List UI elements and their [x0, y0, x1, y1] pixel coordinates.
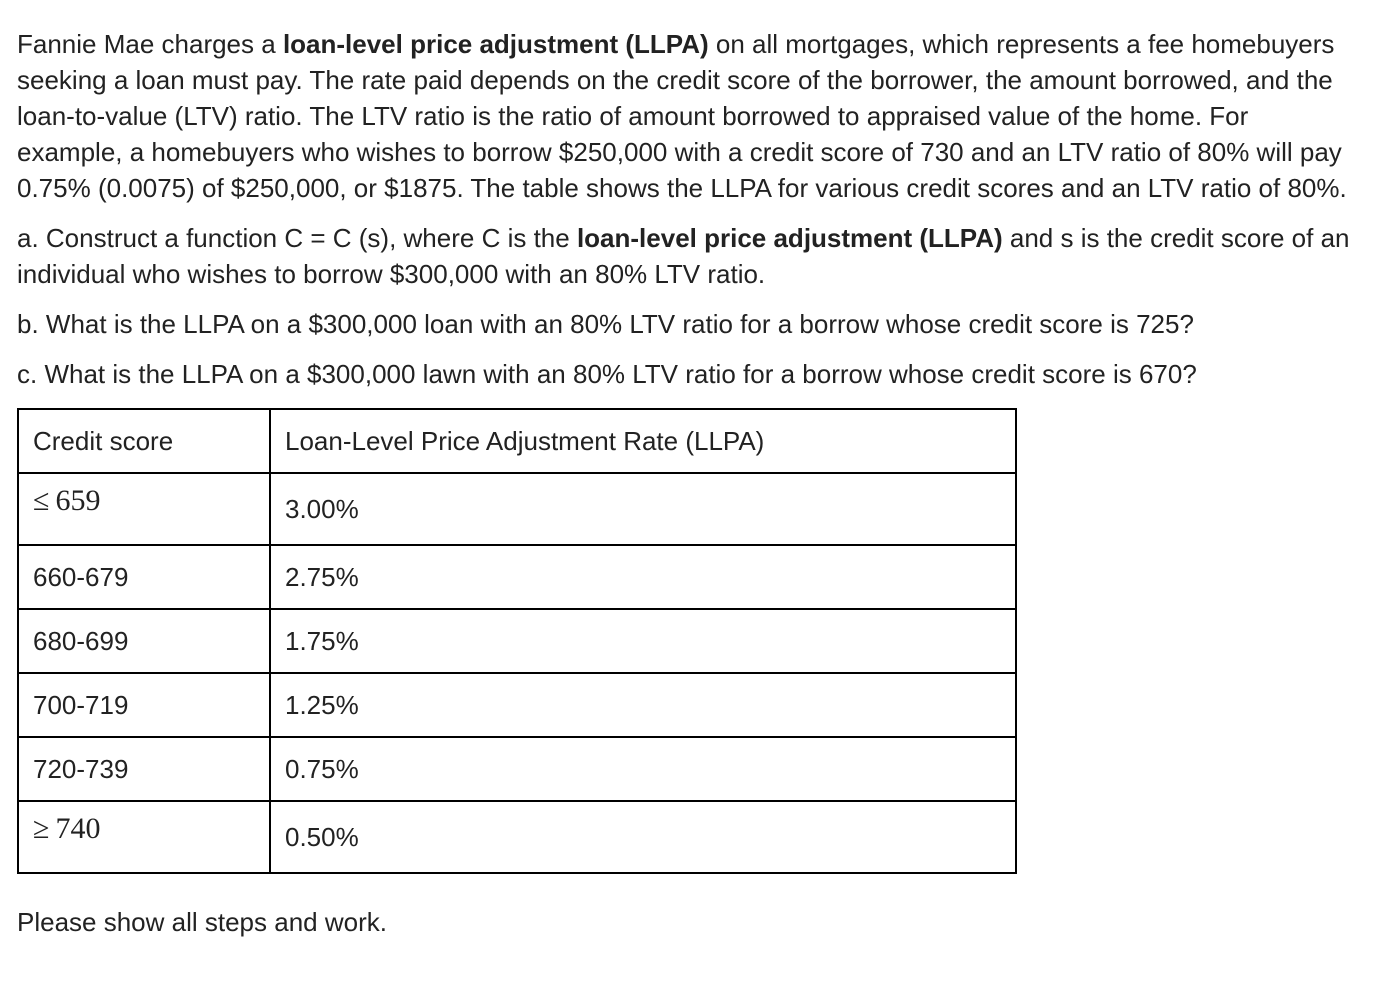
intro-text-1: Fannie Mae charges a: [17, 29, 283, 59]
credit-score-cell: 680-699: [18, 609, 270, 673]
llpa-rate-cell: 0.50%: [270, 801, 1016, 873]
llpa-rate-cell: 1.75%: [270, 609, 1016, 673]
llpa-rate-cell: 0.75%: [270, 737, 1016, 801]
footer-instruction: Please show all steps and work.: [17, 907, 387, 937]
credit-score-cell: 720-739: [18, 737, 270, 801]
credit-score-cell: [18, 801, 270, 873]
question-c: c. What is the LLPA on a $300,000 lawn with an 80% LTV ratio for a borrow whose credit score is 670?: [17, 359, 1197, 389]
intro-bold-term: loan-level price adjustment (LLPA): [282, 29, 709, 59]
table-row: [18, 545, 1016, 609]
problem-content: [17, 26, 1357, 940]
llpa-rate-cell: 1.25%: [270, 673, 1016, 737]
question-a: [17, 220, 1357, 292]
header-credit-score: Credit score: [18, 409, 270, 473]
question-a-text-1: a. Construct a function C = C (s), where C is the: [17, 223, 577, 253]
less-equal-symbol: ≤: [33, 484, 50, 517]
intro-text-2: on all mortgages, which represents a fee homebuyers seeking a loan must pay. The rate paid depends on the credit score of the borrower, the amount borrowed, and the loan-to-value (LTV) ratio. The LTV ratio is the ratio of amount borrowed to appraised value of the home. For example, a homebuyers who wishes to borrow $250,000 with a credit score of 730 and an LTV ratio of 80% will pay 0.75% (0.0075) of $250,000, or $1875. The table shows the LLPA for various credit scores and an LTV ratio of 80%.: [17, 29, 1347, 203]
table-row: [18, 801, 1016, 873]
llpa-rate-cell: 2.75%: [270, 545, 1016, 609]
table-row: [18, 673, 1016, 737]
credit-score-math: [33, 484, 100, 517]
table-header-row: [18, 409, 1016, 473]
table-row: [18, 473, 1016, 545]
question-b: b. What is the LLPA on a $300,000 loan with an 80% LTV ratio for a borrow whose credit score is 725?: [17, 309, 1194, 339]
question-a-bold-term: loan-level price adjustment (LLPA): [576, 223, 1003, 253]
credit-score-value: 740: [55, 812, 101, 845]
table-row: [18, 737, 1016, 801]
table-row: [18, 609, 1016, 673]
credit-score-cell: 700-719: [18, 673, 270, 737]
greater-equal-symbol: ≥: [33, 812, 50, 845]
llpa-table: [17, 408, 1017, 874]
question-a-text-2: and s is the credit score of an individual who wishes to borrow $300,000 with an 80% LTV ratio.: [17, 223, 1350, 289]
llpa-rate-cell: 3.00%: [270, 473, 1016, 545]
credit-score-math: [33, 812, 100, 845]
credit-score-cell: 660-679: [18, 545, 270, 609]
intro-paragraph: [17, 26, 1357, 206]
credit-score-cell: [18, 473, 270, 545]
credit-score-value: 659: [55, 484, 101, 517]
header-llpa-rate: Loan-Level Price Adjustment Rate (LLPA): [270, 409, 1016, 473]
